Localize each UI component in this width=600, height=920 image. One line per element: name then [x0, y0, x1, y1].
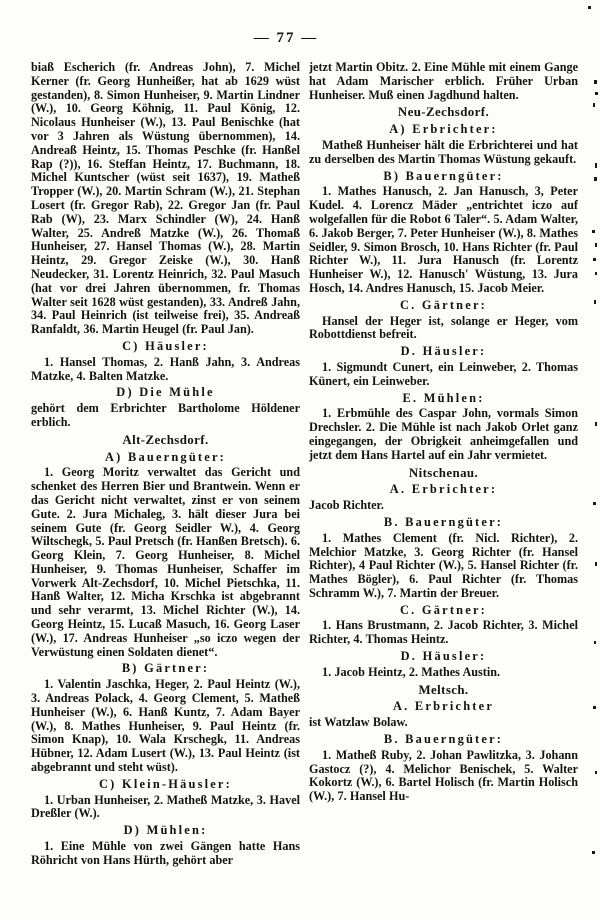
paragraph: 1. Hans Brustmann, 2. Jacob Richter, 3. Michel Richter, 4. Thomas Heintz. [309, 618, 578, 647]
section-heading: B. Bauerngüter: [383, 514, 504, 529]
section-heading: D. Häusler: [400, 344, 487, 359]
village-heading: Nitschenau. [408, 465, 479, 480]
paragraph: ist Watzlaw Bolaw. [309, 715, 408, 730]
left-column [31, 61, 300, 920]
paragraph: gehört dem Erbrichter Bartholome Höldener erblich. [31, 401, 300, 429]
section-heading: C) Häusler: [122, 338, 209, 353]
scan-artifact-speck [594, 80, 597, 84]
village-heading: Meltsch. [418, 682, 469, 697]
paragraph: Jacob Richter. [309, 498, 384, 513]
paragraph: 1. Urban Hunheiser, 2. Matheß Matzke, 3. Havel Dreßler (W.). [31, 792, 300, 821]
section-heading: D) Die Mühle [116, 385, 215, 400]
village-heading: Alt-Zechsdorf. [122, 432, 209, 447]
paragraph: 1. Eine Mühle von zwei Gängen hatte Hans Röhricht von Hans Hürth, gehört aber [31, 839, 300, 867]
scan-artifact-speck [588, 6, 591, 9]
scan-artifact-speck [593, 258, 596, 261]
scan-artifact-speck [594, 641, 596, 644]
section-heading: C. Gärtner: [399, 602, 488, 617]
village-heading: Neu-Zechsdorf. [397, 105, 490, 120]
paragraph: 1. Erbmühle des Caspar John, vormals Simon Drechsler. 2. Die Mühle ist nach Jakob Orlet ganz eingegangen, der Obrigkeit anheimgefallen und jetzt dem Hans Hartel auf ein Jahr vermietet. [309, 406, 578, 462]
section-heading: C. Gärtner: [399, 297, 488, 312]
scan-artifact-speck [595, 92, 598, 95]
paragraph: 1. Jacob Heintz, 2. Mathes Austin. [322, 664, 501, 679]
scan-artifact-speck [595, 562, 597, 566]
section-heading: C) Klein-Häusler: [99, 776, 232, 791]
paragraph: Matheß Hunheiser hält die Erbrichterei und hat zu derselben des Martin Thomas Wüstung gekauft. [309, 137, 578, 166]
section-heading: A. Erbrichter: [389, 482, 498, 497]
section-heading: B) Gärtner: [121, 661, 210, 676]
paragraph: 1. Mathes Hanusch, 2. Jan Hanusch, 3, Peter Kudel. 4. Lorencz Mäder „entrichtet iczo auf wolgefallen für die Robot 6 Taler“. 5. Adam Walter, 6. Jakob Berger, 7. Peter Hunheiser (W.), 8. Mathes Seidler, 9. Simon Brosch, 10. Hans Richter (fr. Paul Richter W.), 11. Jura Hanusch (fr. Lorentz Hunheiser W.), 12. Hanusch' Wüstung, 13. Jura Hosch, 14. Andres Hanusch, 15. Jacob Meier. [309, 184, 578, 295]
scan-artifact-speck [593, 706, 596, 709]
page-number-header: — 77 — [253, 30, 319, 46]
paragraph: 1. Sigmundt Cunert, ein Leinweber, 2. Thomas Künert, ein Leinweber. [309, 359, 578, 388]
paragraph: 1. Hansel Thomas, 2. Hanß Jahn, 3. Andreas Matzke, 4. Balten Matzke. [31, 354, 300, 383]
section-heading: D) Mühlen: [123, 823, 208, 838]
scan-artifact-speck [592, 851, 595, 854]
scan-artifact-speck [593, 502, 596, 505]
scan-artifact-speck [594, 300, 596, 304]
scan-artifact-speck [595, 163, 597, 168]
scan-artifact-speck [595, 422, 597, 426]
section-heading: E. Mühlen: [402, 390, 485, 405]
scan-artifact-speck [595, 272, 597, 275]
section-heading: A) Bauerngüter: [105, 449, 226, 464]
section-heading: B) Bauerngüter: [383, 168, 504, 183]
paragraph: biaß Escherich (fr. Andreas John), 7. Michel Kerner (fr. Georg Hunheißer, hat ab 1629 wüst gestanden), 8. Simon Hunheiser, 9. Martin Lindner (W.), 10. Georg Köhnig, 11. Paul König, 12. Nicolaus Hunheiser (W.), 13. Paul Benischke (hat vor 3 Jahren als Wüstung übernommen), 14. Andreaß Heintz, 15. Thomas Peschke (fr. Hanßel Rap (?)), 16. Steffan Heintz, 17. Buchmann, 18. Michel Kuntscher (wüst seit 1637), 19. Matheß Tropper (W.), 20. Martin Schram (W.), 21. Stephan Losert (fr. Gregor Rab), 22. Gregor Jan (fr. Paul Rab (W), 23. Marx Schindler (W), 24. Hanß Walter, 25. Andreß Matzke (W.), 26. Thomaß Hunheiser, 27. Hansel Thomas (W.), 28. Martin Heintz, 29. Gregor Zeiske (W.), 30. Hanß Neudecker, 31. Lorentz Heinrich, 32. Paul Masuch (hat vor drei Jahren übernommen, fr. Thomas Walter seit 1628 wüst gestanden), 33. Andreß Jahn, 34. Paul Heinrich (ist teilweise frei), 35. Andreaß Ranfaldt, 36. Martin Heugel (fr. Paul Jan). [31, 61, 300, 337]
paragraph: 1. Mathes Clement (fr. Nicl. Richter), 2. Melchior Matzke, 3. Georg Richter (fr. Hansel Richter), 4 Paul Richter (W.), 5. Hansel Richter (fr. Mathes Bögler), 6. Paul Richter (fr. Thomas Schramm W.), 7. Martin der Breuer. [309, 530, 578, 600]
section-heading: D. Häusler: [400, 649, 487, 664]
scan-artifact-speck [595, 243, 597, 247]
scan-artifact-speck [594, 177, 597, 181]
right-column [309, 61, 578, 920]
section-heading: A) Erbrichter: [389, 122, 498, 137]
paragraph: Hansel der Heger ist, solange er Heger, vom Robottdienst befreit. [309, 313, 578, 342]
scan-artifact-speck [595, 771, 597, 774]
paragraph: jetzt Martin Obitz. 2. Eine Mühle mit einem Gange hat Adam Marischer erblich. Früher Urban Hunheiser. Muß einen Jagdhund halten. [309, 61, 578, 102]
paragraph: 1. Georg Moritz verwaltet das Gericht und schenket des Herren Bier und Brantwein. Wenn er das Gericht nicht verwaltet, zinst er von seinem Gute. 2. Jura Michaleg, 3. hält dieser Jura bei seinem Gute (fr. Georg Seidler W.), 4. Georg Wiltschegk, 5. Paul Pretsch (fr. Hanßen Bretsch). 6. Georg Klein, 7. Georg Hunheiser, 8. Michel Hunheiser, 9. Thomas Hunheiser, Schaffer im Vorwerk Alt-Zechsdorf, 10. Michel Pietschka, 11. Hanß Walter, 12. Micha Krschka ist abgebrannt und sehr verarmt, 13. Michel Richter (W.), 14. Georg Heintz, 15. Lucaß Masuch, 16. Georg Laser (W.), 17. Andreas Hunheiser „so iczo wegen der Verwüstung einen Soldaten dienet“. [31, 465, 300, 659]
paragraph: 1. Valentin Jaschka, Heger, 2. Paul Heintz (W.), 3. Andreas Polack, 4. Georg Clement, 5. Matheß Hunheiser (W.), 6. Hanß Kuntz, 7. Adam Bayer (W.), 8. Mathes Hunheiser, 9. Paul Heintz (fr. Simon Knap), 10. Wala Krschegk, 11. Andreas Hübner, 12. Adam Lusert (W.), 13. Paul Heintz (ist abgebrannt und steht wüst). [31, 677, 300, 775]
scan-artifact-speck [593, 103, 595, 107]
section-heading: A. Erbrichter [392, 699, 495, 714]
section-heading: B. Bauerngüter: [383, 732, 504, 747]
text-columns [31, 61, 578, 920]
paragraph: 1. Matheß Ruby, 2. Johan Pawlitzka, 3. Johann Gastocz (?), 4. Melichor Benischek, 5. Walter Kokortz (W.), 6. Bartel Holisch (fr. Martin Holisch (W.), 7. Hansel Hu- [309, 747, 578, 804]
scan-artifact-speck [592, 230, 595, 233]
